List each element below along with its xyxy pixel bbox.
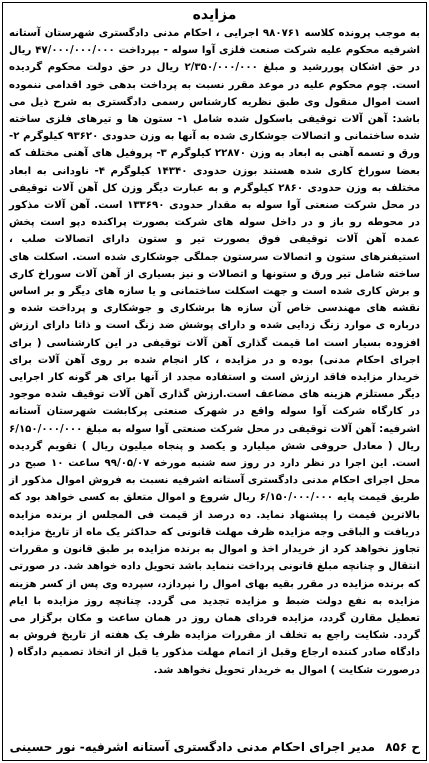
notice-title: مزایده	[192, 7, 237, 23]
notice-body: به موجب پرونده کلاسه ۹۸۰۷۶۱ اجرایی ، احکام مدنی دادگستری شهرستان آستانه اشرفیه محکوم علیه شرکت صنعت فلزی آوا سوله - بپرداخت ۴۷/۰۰۰/۰۰۰/۰۰۰ ریال در حق اشکان پوررشید و مبلغ ۲/۳۵۰/۰۰۰/۰۰۰ ریال در حق دولت محکوم گردیده است. چوم محکوم علیه در موعد مقرر نسبت به پرداخت بدهی خود اقدامی ننموده است اموال منقول وی طبق نظریه کارشناس رسمی دادگستری به شرح ذیل می باشد: آهن آلات توقیفی باسکول شده شامل ۱- ستون ها و تیرهای فلزی ساخته شده ساختمانی و اتصالات جوشکاری شده به آنها به وزن حدودی ۹۳۶۲۰ کیلوگرم ۲- ورق و تسمه آهنی به ابعاد به وزن ۲۲۸۷۰ کیلوگرم ۳- پروفیل های آهنی مختلف که بعضا سوراخ کاری شده هستند بوزن حدودی ۱۴۳۴۰ کیلوگرم ۴- ناودانی به ابعاد مختلف به وزن حدودی ۲۸۶۰ کیلوگرم و به عبارت دیگر وزن کل آهن آلات توقیفی در محل شرکت صنعتی آوا سوله به مقدار حدودی ۱۳۳۶۹۰ است. آهن آلات مذکور در محوطه رو باز و در داخل سوله های شرکت بصورت پراکنده دپو است پخش عمده آهن آلات توقیفی فوق بصورت تیر و ستون دارای اتصالات صلب ، استیفنرهای ستون و اتصالات سرستون جملگی جوشکاری شده است. اسکلت های ساخته شامل تیر ورق و ستونها و اتصالات و نیز بسیاری از آهن آلات سوراخ کاری و برش کاری شده است و جهت اسکلت ساختمانی و یا سازه های دیگر و بر اساس نقشه های مهندسی خاص آن سازه ها برشکاری و جوشکاری و پرداخت شده و درباره ی موارد زنگ زدایی شده و دارای پوشش ضد زنگ است و ذاتا دارای ارزش افزوده بسیار است اما قیمت گذاری آهن آلات توقیفی در این کارشناسی ( برای اجرای احکام مدنی) بوده و در مزایده ، کار انجام شده بر روی آهن آلات برای خریدار مزایده فاقد ارزش است و استفاده مجدد از آنها برای هر گونه کار اجرایی دیگر مستلزم هزینه های مضاعف است.ارزش گذاری آهن آلات توقیف شده موجود در کارگاه شرکت آوا سوله واقع در شهرک صنعتی پرکابشت شهرستان آستانه اشرفیه: آهن آلات توقیفی در محل شرکت صنعتی آوا سوله به مبلغ ۶/۱۵۰/۰۰۰/۰۰۰ ریال ( معادل حروفی شش میلیارد و یکصد و پنجاه میلیون ریال ) تقویم گردیده است. این اجرا در نظر دارد در روز سه شنبه مورخه ۹۹/۰۵/۰۷ ساعت ۱۰ صبح در محل اجرای احکام مدنی دادگستری آستانه اشرفیه نسبت به فروش اموال مذکور از طریق قیمت پایه ۶/۱۵۰/۰۰۰/۰۰۰ ریال شروع و اموال متعلق به کسی خواهد بود که بالاترین قیمت را پیشنهاد نماید. ده درصد از قیمت فی المجلس از برنده مزایده دریافت و الباقی وجه مزایده ظرف مهلت قانونی که حداکثر یک ماه از تاریخ مزایده تجاوز نخواهد کرد از خریدار اخذ و اموال به برنده مزایده بر طبق قانون و مقررات انتقال و چنانچه مبلغ قانونی پرداخت ننماید باشد تحویل داده خواهد شد. در صورتی که برنده مزایده در مقرر بقیه بهای اموال را نپردازد، سپرده وی پس از کسر هزینه مزایده به نفع دولت ضبط و مزایده تجدید می گردد. چنانچه روز مزایده با ایام تعطیل مقارن گردد، مزایده فردای همان روز در همان ساعت و مکان برگزار می گردد. شکایت راجع به تخلف از مقررات مزایده ظرف یک هفته از تاریخ فروش به دادگاه صادر کننده ارجاع وقبل از اتمام مهلت مذکور یا قبل از اتخاذ تصمیم دادگاه ( درصورت شکایت ) اموال به خریدار تحویل نخواهد شد.	[9, 28, 421, 676]
notice-footer	[9, 739, 420, 756]
auction-notice	[2, 2, 427, 761]
notice-signature: مدیر اجرای احکام مدنی دادگستری آستانه اشرفیه- نور حسینی	[9, 740, 375, 754]
notice-code: ح ۸۵۶	[385, 740, 420, 754]
